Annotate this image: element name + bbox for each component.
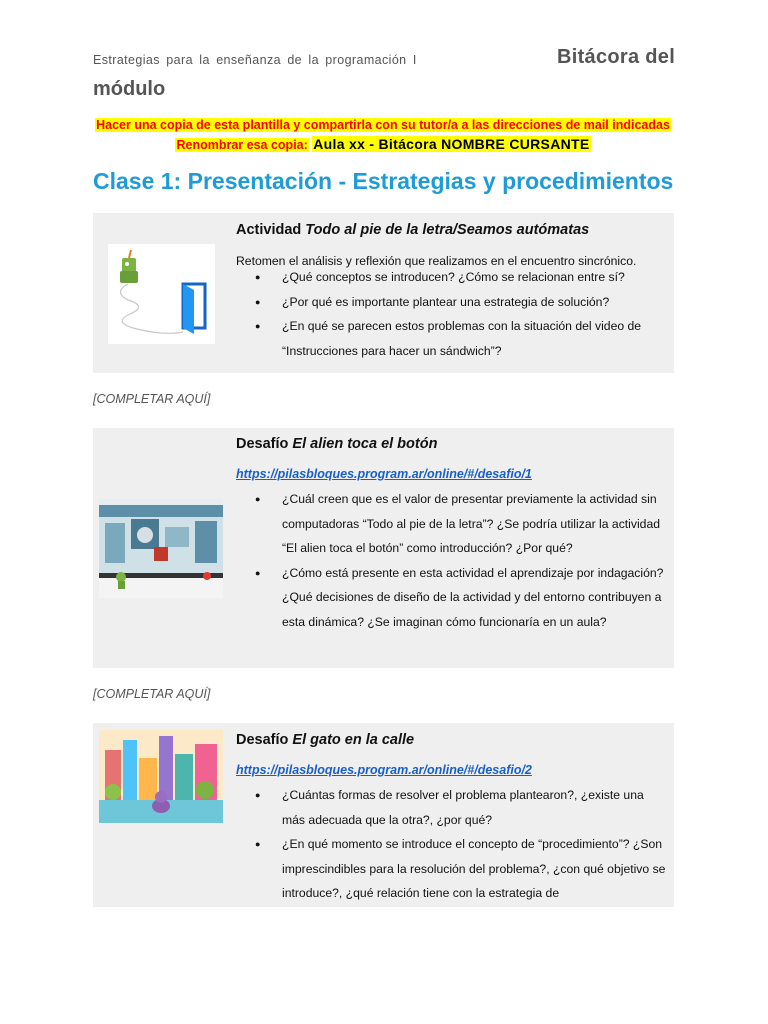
complete-here-placeholder[interactable]: [COMPLETAR AQUÍ] — [93, 392, 211, 406]
challenge-kind: Desafío — [236, 436, 289, 452]
activity-title — [236, 222, 589, 238]
question-item: ● ¿Por qué es importante plantear una estrategia de solución? — [236, 290, 666, 315]
robot-door-icon — [108, 244, 215, 344]
activity-kind: Actividad — [236, 222, 302, 238]
alien-factory-icon — [99, 499, 223, 598]
rename-instructions — [93, 136, 673, 152]
question-item: ● ¿Qué conceptos se introducen? ¿Cómo se relacionan entre sí? — [236, 265, 666, 290]
activity-card — [93, 213, 674, 373]
copy-instructions — [93, 118, 673, 132]
challenge-title — [236, 436, 437, 452]
challenge-card — [93, 723, 674, 907]
challenge-card — [93, 428, 674, 668]
activity-intro: Retomen el análisis y reflexión que realizamos en el encuentro sincrónico. — [236, 254, 637, 268]
question-item: ● ¿En qué momento se introduce el concepto de “procedimiento”? ¿Son imprescindibles para la resolución del problema?, ¿con qué objetivo se introduce?, ¿qué relación tiene con la estrategia de — [236, 832, 666, 906]
bitacora-heading: Bitácora del — [557, 46, 676, 68]
challenge-title — [236, 732, 414, 748]
modulo-heading: módulo — [93, 78, 166, 100]
question-list — [236, 783, 666, 906]
challenge-kind: Desafío — [236, 732, 289, 748]
question-item: ● ¿Cuál creen que es el valor de presentar previamente la actividad sin computadoras “Todo al pie de la letra”? ¿Se podría utilizar la actividad “El alien toca el botón” como introducción? ¿Por qué? — [236, 487, 666, 561]
question-list — [236, 265, 666, 363]
challenge-name: El gato en la calle — [292, 732, 415, 748]
course-title: Estrategias para la enseñanza de la programación I — [93, 53, 417, 67]
challenge-link[interactable]: https://pilasbloques.program.ar/online/#/desafio/2 — [236, 763, 532, 777]
copy-instructions-text: Hacer una copia de esta plantilla y compartirla con su tutor/a a las direcciones de mail indicadas — [96, 118, 670, 132]
question-list — [236, 487, 666, 634]
activity-name: Todo al pie de la letra/Seamos autómatas — [305, 222, 590, 238]
question-item: ● ¿Cómo está presente en esta actividad el aprendizaje por indagación? ¿Qué decisiones de diseño de la actividad y del entorno contribuyen a esta dinámica? ¿Se imaginan cómo funcionaría en un aula? — [236, 561, 666, 635]
challenge-name: El alien toca el botón — [292, 436, 438, 452]
rename-label: Renombrar esa copia: — [176, 138, 308, 152]
rename-filename: Aula xx - Bitácora NOMBRE CURSANTE — [313, 136, 590, 152]
complete-here-placeholder[interactable]: [COMPLETAR AQUÍ] — [93, 687, 211, 701]
class-title: Clase 1: Presentación - Estrategias y procedimientos — [93, 168, 674, 194]
question-item: ● ¿Cuántas formas de resolver el problema plantearon?, ¿existe una más adecuada que la otra?, ¿por qué? — [236, 783, 666, 832]
question-item: ● ¿En qué se parecen estos problemas con la situación del video de “Instrucciones para hacer un sándwich”? — [236, 314, 666, 363]
cat-city-icon — [99, 730, 223, 823]
challenge-link[interactable]: https://pilasbloques.program.ar/online/#/desafio/1 — [236, 467, 532, 481]
